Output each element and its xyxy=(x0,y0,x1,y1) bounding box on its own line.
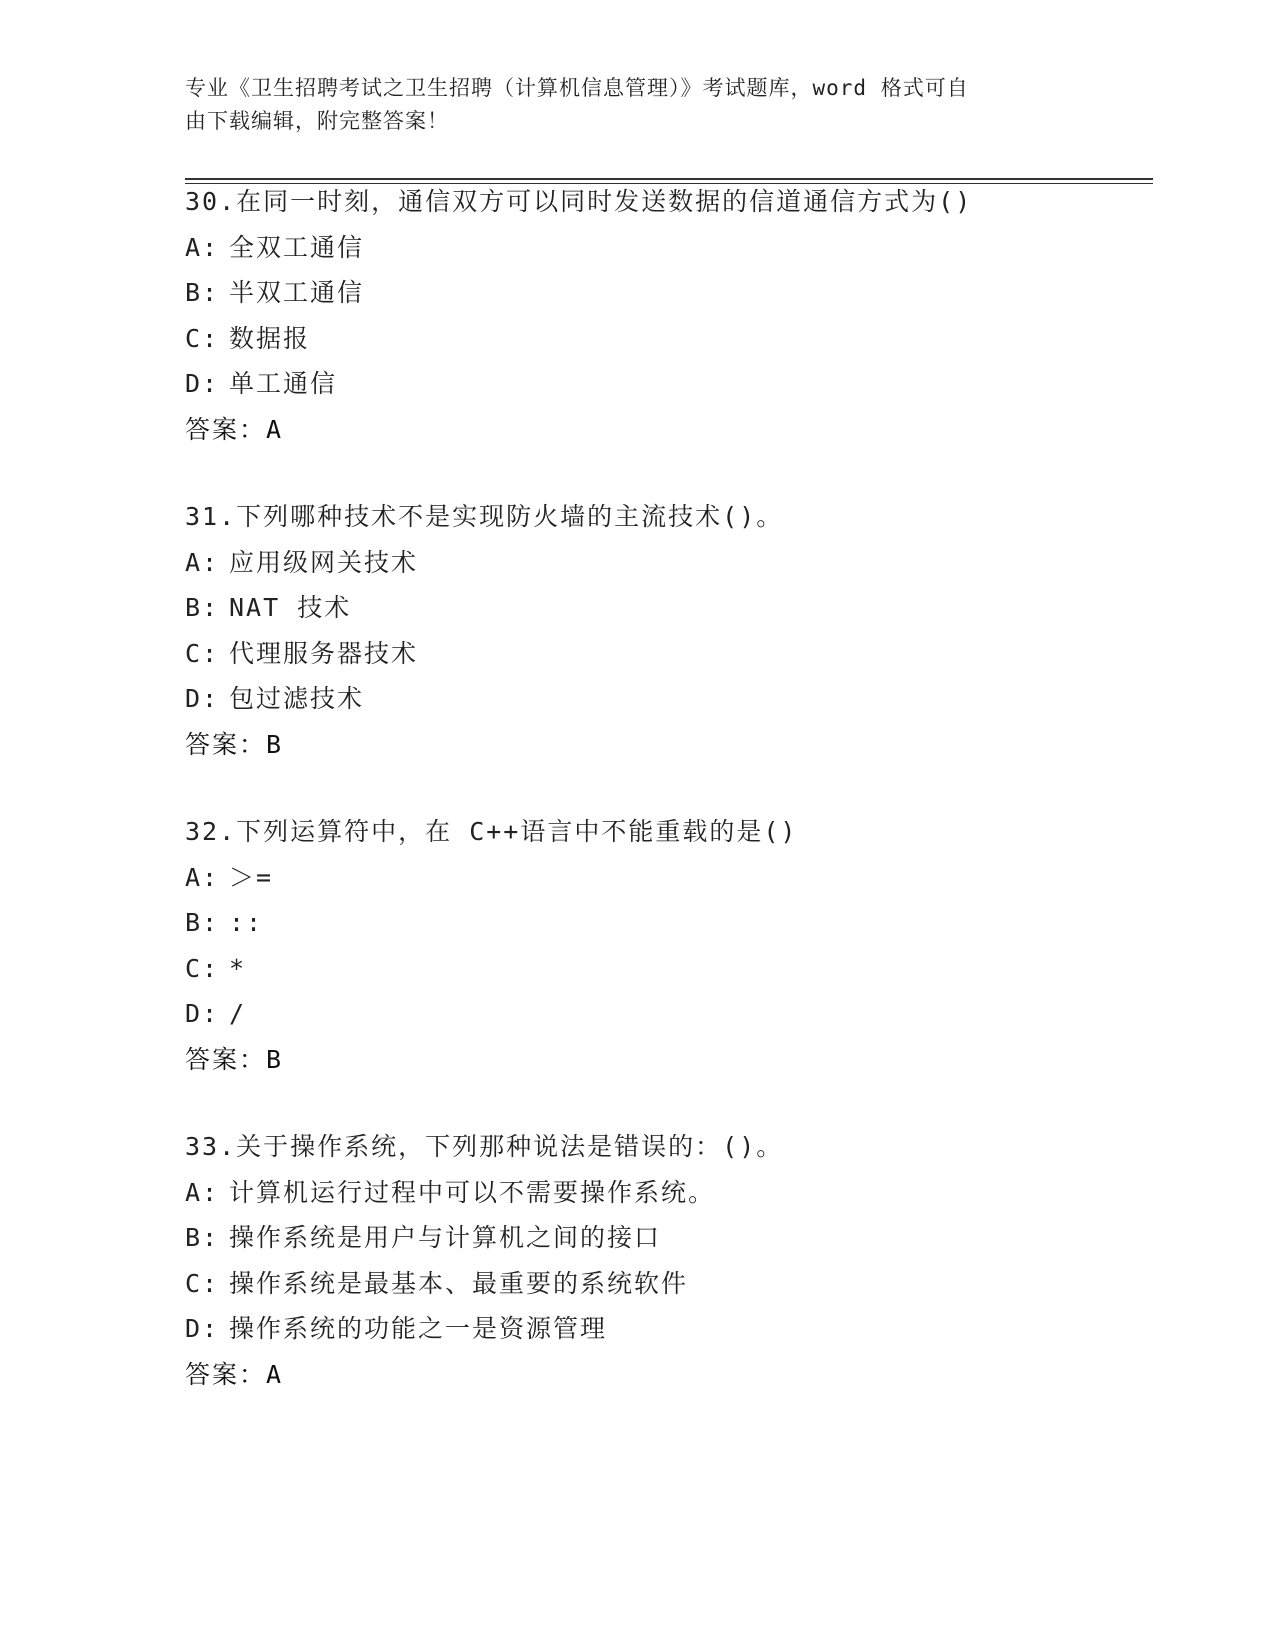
option-label: B: xyxy=(185,593,220,622)
option-label: A: xyxy=(185,862,220,892)
document-header xyxy=(185,72,1065,138)
option-label: C: xyxy=(185,323,220,353)
answer-value: B xyxy=(266,729,284,759)
option-label: B: xyxy=(185,908,220,937)
option-c xyxy=(185,946,1145,992)
question-33 xyxy=(185,1124,1145,1397)
option-text: / xyxy=(229,999,247,1028)
option-b xyxy=(185,585,1145,631)
question-stem: 30.在同一时刻，通信双方可以同时发送数据的信道通信方式为() xyxy=(185,187,973,216)
question-stem: 33.关于操作系统，下列那种说法是错误的：()。 xyxy=(185,1132,784,1161)
option-b xyxy=(185,1215,1145,1261)
answer-line xyxy=(185,407,1145,453)
option-label: A: xyxy=(185,547,220,577)
option-text: NAT 技术 xyxy=(229,593,352,622)
question-30 xyxy=(185,179,1145,452)
answer-label: 答案： xyxy=(185,729,267,759)
answer-value: A xyxy=(266,414,284,444)
option-text: 操作系统是用户与计算机之间的接口 xyxy=(229,1223,662,1252)
option-label: C: xyxy=(185,953,220,983)
option-a xyxy=(185,225,1145,271)
option-label: B: xyxy=(185,1223,220,1252)
option-text: 操作系统是最基本、最重要的系统软件 xyxy=(229,1268,689,1298)
option-text: 应用级网关技术 xyxy=(229,547,419,577)
option-text: 计算机运行过程中可以不需要操作系统。 xyxy=(229,1177,716,1207)
option-label: D: xyxy=(185,999,220,1028)
option-label: D: xyxy=(185,684,220,713)
option-label: A: xyxy=(185,232,220,262)
option-label: A: xyxy=(185,1177,220,1207)
option-text: 包过滤技术 xyxy=(229,684,365,713)
option-d xyxy=(185,676,1145,722)
header-line-2: 由下载编辑，附完整答案！ xyxy=(185,109,449,133)
option-text: :: xyxy=(229,908,264,937)
option-text: 数据报 xyxy=(229,323,311,353)
question-stem: 31.下列哪种技术不是实现防火墙的主流技术()。 xyxy=(185,502,784,531)
option-c xyxy=(185,631,1145,677)
option-a xyxy=(185,1170,1145,1216)
option-a xyxy=(185,855,1145,901)
option-text: * xyxy=(229,953,247,983)
option-label: B: xyxy=(185,278,220,307)
option-b xyxy=(185,270,1145,316)
option-d xyxy=(185,991,1145,1037)
option-d xyxy=(185,361,1145,407)
header-line-1: 专业《卫生招聘考试之卫生招聘（计算机信息管理）》考试题库，word 格式可自 xyxy=(185,76,969,100)
option-text: 全双工通信 xyxy=(229,232,365,262)
answer-label: 答案： xyxy=(185,414,267,444)
question-stem: 32.下列运算符中，在 C++语言中不能重载的是() xyxy=(185,817,798,846)
answer-label: 答案： xyxy=(185,1044,267,1074)
answer-line xyxy=(185,722,1145,768)
option-a xyxy=(185,540,1145,586)
option-d xyxy=(185,1306,1145,1352)
option-b xyxy=(185,900,1145,946)
answer-line xyxy=(185,1352,1145,1398)
option-text: 单工通信 xyxy=(229,369,338,398)
question-32 xyxy=(185,809,1145,1082)
option-text: 代理服务器技术 xyxy=(229,638,419,668)
option-label: D: xyxy=(185,1314,220,1343)
option-label: D: xyxy=(185,369,220,398)
option-label: C: xyxy=(185,638,220,668)
option-c xyxy=(185,316,1145,362)
answer-value: B xyxy=(266,1044,284,1074)
option-text: 操作系统的功能之一是资源管理 xyxy=(229,1314,608,1343)
option-text: ＞= xyxy=(229,862,274,892)
option-label: C: xyxy=(185,1268,220,1298)
answer-value: A xyxy=(266,1359,284,1389)
question-31 xyxy=(185,494,1145,767)
answer-label: 答案： xyxy=(185,1359,267,1389)
option-text: 半双工通信 xyxy=(229,278,365,307)
answer-line xyxy=(185,1037,1145,1083)
option-c xyxy=(185,1261,1145,1307)
